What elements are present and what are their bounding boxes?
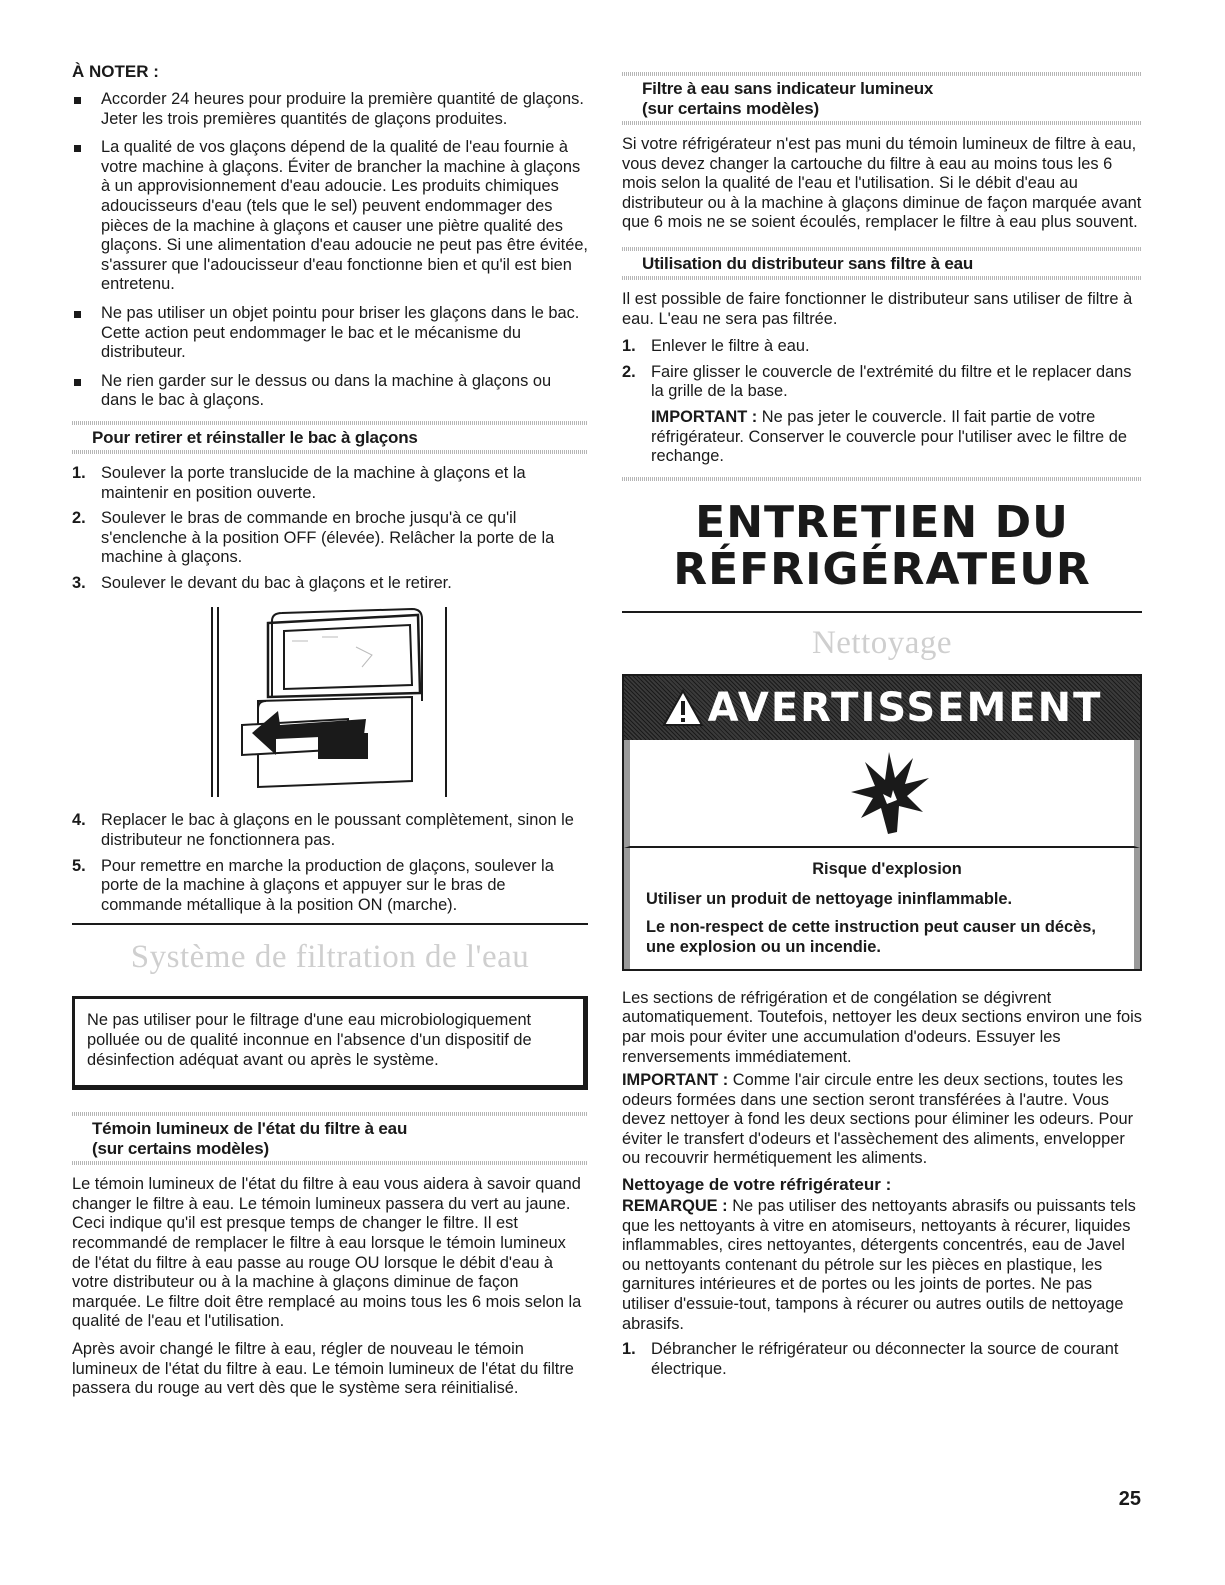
main-title-line-2: RÉFRIGÉRATEUR — [673, 543, 1091, 595]
cleaning-important — [622, 1071, 1142, 1169]
step-number: 1. — [622, 1340, 636, 1359]
important-label: IMPORTANT : — [622, 1071, 729, 1090]
step-number: 4. — [72, 811, 86, 830]
list-item — [622, 337, 1142, 357]
divider — [622, 611, 1142, 613]
filtration-notice-text: Ne pas utiliser pour le filtrage d'une eau microbiologiquement polluée ou de qualité inconnue en l'absence d'un dispositif de désinfection adéquat avant ou après le système. — [87, 1011, 532, 1069]
warning-icon-area — [624, 740, 1140, 848]
list-item — [72, 574, 588, 594]
nolight-paragraph: Si votre réfrigérateur n'est pas muni du témoin lumineux de filtre à eau, vous devez changer la cartouche du filtre à eau au moins tous les 6 mois selon la qualité de l'eau et l'utilisation. Si le débit d'eau au distributeur ou à la machine à glaçons diminue de façon marquée avant que 6 mois ne se soient écoulés, remplacer le filtre à eau plus souvent. — [622, 135, 1142, 232]
filtration-notice-box — [72, 996, 588, 1090]
section-heading-indicator — [72, 1112, 588, 1165]
list-item — [72, 464, 588, 503]
warning-text — [624, 848, 1140, 969]
warning-box — [622, 674, 1142, 971]
nofilter-steps — [622, 337, 1142, 467]
left-column — [72, 62, 588, 1399]
heading-text: Témoin lumineux de l'état du filtre à eau — [92, 1119, 408, 1139]
list-item: La qualité de vos glaçons dépend de la qualité de l'eau fournie à votre machine à glaçons. Éviter de brancher la machine à glaçons à un approvisionnement d'eau adoucie. Les produits chimiques adoucisseurs d'eau (tels que le sel) peuvent endommager des pièces de la machine à glaçons et causer une piètre qualité des glaçons. Si une alimentation d'eau adoucie ne peut pas être évitée, s'assurer que l'adoucisseur d'eau fonctionne bien et qu'il est bien entretenu. — [72, 138, 588, 295]
heading-text: (sur certains modèles) — [92, 1139, 269, 1159]
filtration-title: Système de filtration de l'eau — [130, 939, 530, 976]
remark — [622, 1197, 1142, 1334]
list-item — [622, 363, 1142, 467]
list-item: Accorder 24 heures pour produire la première quantité de glaçons. Jeter les trois premières quantités de glaçons produites. — [72, 90, 588, 129]
bin-steps-b — [72, 811, 588, 915]
important-label: IMPORTANT : — [651, 407, 758, 426]
remark-label: REMARQUE : — [622, 1197, 728, 1216]
step-text: Enlever le filtre à eau. — [651, 337, 810, 356]
divider — [72, 923, 588, 925]
note-title: À NOTER : — [72, 62, 159, 81]
page-number: 25 — [1118, 1488, 1141, 1510]
notes-list — [72, 90, 588, 411]
step-text: Débrancher le réfrigérateur ou déconnecter la source de courant électrique. — [651, 1340, 1119, 1378]
main-title — [622, 496, 1142, 595]
warning-header — [624, 676, 1140, 740]
warning-line-2: Le non-respect de cette instruction peut causer un décès, une explosion ou un incendie. — [646, 917, 1096, 956]
right-column — [622, 72, 1142, 1385]
list-item: Ne pas utiliser un objet pointu pour briser les glaçons dans le bac. Cette action peut endommager le bac et le mécanisme du distributeur. — [72, 304, 588, 363]
section-heading-nofilter — [622, 247, 1142, 280]
nofilter-paragraph: Il est possible de faire fonctionner le distributeur sans utiliser de filtre à eau. L'eau ne sera pas filtrée. — [622, 289, 1133, 328]
remark-text: Ne pas utiliser des nettoyants abrasifs ou puissants tels que les nettoyants à vitre en atomiseurs, nettoyants à récurer, liquides inflammables, cires nettoyantes, détergents concentrés, eau de Javel ou nettoyants contenant du pétrole sur les pièces en plastique, les garnitures intérieures et de portes ou les joints de portes. Ne pas utiliser d'essuie-tout, tampons à récurer ou autres outils de nettoyage abrasifs. — [622, 1197, 1136, 1333]
warning-hazard: Risque d'explosion — [812, 859, 962, 878]
section-heading-nolight — [622, 72, 1142, 125]
list-item — [72, 857, 588, 916]
step-text: Soulever le bras de commande en broche jusqu'à ce qu'il s'enclenche à la position OFF (élevée). Relâcher la porte de la machine à glaçons. — [101, 509, 555, 567]
step-text: Soulever le devant du bac à glaçons et le retirer. — [101, 573, 452, 592]
heading-text: Utilisation du distributeur sans filtre à eau — [642, 253, 974, 273]
main-title-line-1: ENTRETIEN DU — [695, 496, 1069, 548]
important-text: Comme l'air circule entre les deux sections, toutes les odeurs formées dans une section seront transférées à l'autre. Vous devez nettoyer à fond les deux sections pour éliminer les odeurs. Pour éviter le transfert d'odeurs et l'assèchement des aliments, envelopper ou recouvrir hermétiquement les aliments. — [622, 1071, 1134, 1168]
warning-header-text: AVERTISSEMENT — [707, 684, 1103, 731]
step-number: 2. — [622, 362, 636, 381]
list-item — [72, 811, 588, 850]
fridge-steps — [622, 1340, 1142, 1379]
step-text: Soulever la porte translucide de la machine à glaçons et la maintenir en position ouverte. — [101, 463, 526, 502]
section-heading-bin — [72, 421, 588, 454]
heading-text: (sur certains modèles) — [642, 99, 819, 118]
step-number: 5. — [72, 856, 86, 875]
step-number: 3. — [72, 573, 86, 592]
heading-text: Filtre à eau sans indicateur lumineux — [642, 79, 934, 98]
ice-bin-drawing — [72, 601, 588, 801]
step-number: 1. — [72, 463, 86, 482]
warning-triangle-icon — [662, 689, 704, 727]
step-text: Replacer le bac à glaçons en le poussant complètement, sinon le distributeur ne fonctionnera pas. — [101, 811, 574, 850]
fridge-cleaning-heading: Nettoyage de votre réfrigérateur : — [622, 1175, 892, 1195]
bin-steps-a — [72, 464, 588, 594]
indicator-paragraph-2: Après avoir changé le filtre à eau, régler de nouveau le témoin lumineux de l'état du filtre à eau. Le témoin lumineux de l'état du filtre passera du rouge au vert dès que le système sera réinitialisé. — [72, 1339, 574, 1398]
list-item: Ne rien garder sur le dessus ou dans la machine à glaçons ou dans le bac à glaçons. — [72, 372, 588, 411]
explosion-icon — [843, 748, 933, 838]
important-text: Ne pas jeter le couvercle. Il fait partie de votre réfrigérateur. Conserver le couvercle pour l'utiliser avec le filtre de rechange. — [651, 407, 1127, 466]
step-number: 1. — [622, 337, 636, 356]
cleaning-paragraph-1: Les sections de réfrigération et de congélation se dégivrent automatiquement. Toutefois, nettoyer les deux sections environ une fois par mois pour éviter une accumulation d'odeurs. Essuyer les renversements immédiatement. — [622, 988, 1142, 1066]
indicator-paragraph-1: Le témoin lumineux de l'état du filtre à eau vous aidera à savoir quand changer le filtre à eau. Le témoin lumineux passera du vert au jaune. Ceci indique qu'il est presque temps de changer le filtre. Il est recommandé de remplacer le filtre à eau lorsque le témoin lumineux de l'état du filtre à eau passe au rouge OU lorsque le débit d'eau à votre distributeur ou à la machine à glaçons diminue de façon marquée. Le filtre doit être remplacé au moins tous les 6 mois selon la qualité de l'eau et l'utilisation. — [72, 1175, 582, 1331]
ice-bin-illustration — [72, 601, 588, 801]
step-text: Pour remettre en marche la production de glaçons, soulever la porte de la machine à glaçons et appuyer sur le bras de commande métallique à la position ON (marche). — [101, 856, 554, 914]
list-item — [72, 509, 588, 568]
cleaning-title: Nettoyage — [811, 624, 953, 661]
warning-line-1: Utiliser un produit de nettoyage ininflammable. — [646, 889, 1013, 908]
heading-text: Pour retirer et réinstaller le bac à glaçons — [92, 427, 418, 447]
divider — [622, 477, 1142, 481]
important-note — [651, 408, 1142, 467]
step-number: 2. — [72, 509, 86, 528]
step-text: Faire glisser le couvercle de l'extrémité du filtre et le replacer dans la grille de la base. — [651, 362, 1132, 401]
list-item — [622, 1340, 1142, 1379]
